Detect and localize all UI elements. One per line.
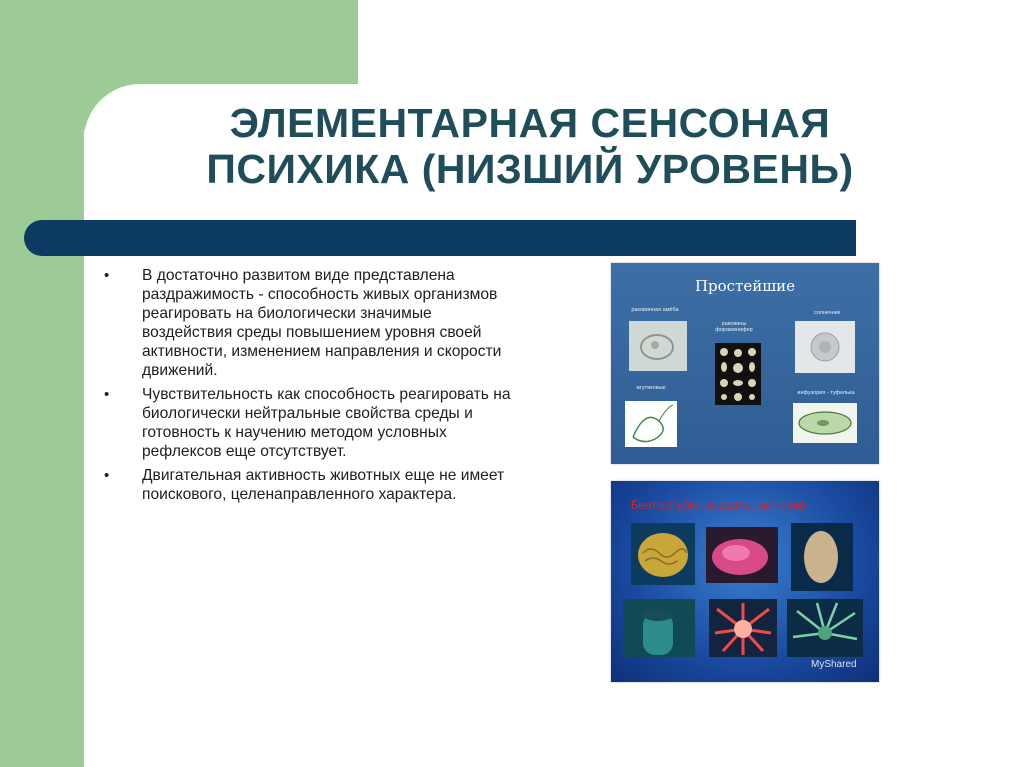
bullet-text: В достаточно развитом виде представлена раздражимость - способность живых организмов реагировать на биологически значимые воздействия среды повышением уровня своей активности, изменением направления и скорости движений.	[142, 267, 502, 379]
title-divider-bar	[24, 220, 856, 256]
bullet-item	[104, 266, 524, 380]
anemone-pink-picture	[706, 527, 778, 583]
heliozoa-picture	[795, 321, 855, 373]
title-line-2: ПСИХИКА (НИЗШИЙ УРОВЕНЬ)	[206, 146, 854, 192]
flagellate-picture	[625, 401, 677, 447]
green-anemone-picture	[787, 599, 863, 657]
bullet-list	[104, 266, 524, 509]
protozoa-image	[611, 263, 879, 464]
paramecium-picture	[793, 403, 857, 443]
amoeba-picture	[629, 321, 687, 371]
caption-heliozoa: солнечник	[813, 310, 841, 316]
myshared-watermark: MyShared	[811, 659, 857, 670]
benthos-image	[611, 481, 879, 682]
caption-paramecium: инфузория - туфелька	[797, 390, 855, 396]
slide-title	[130, 100, 930, 192]
caption-amoeba: раковинная амёба	[631, 307, 679, 313]
bullet-item	[104, 385, 524, 461]
brain-coral-picture	[631, 523, 695, 585]
foraminifera-picture	[715, 343, 761, 405]
red-anemone-picture	[709, 599, 777, 657]
tube-sponge-picture	[623, 599, 695, 657]
title-line-1: ЭЛЕМЕНТАРНАЯ СЕНСОНАЯ	[229, 100, 831, 146]
caption-foraminifera: раковины фораминифер	[715, 321, 753, 333]
bullet-text: Чувствительность как способность реагировать на биологически нейтральные свойства среды и готовность к научению методом условных рефлексов еще отсутствует.	[142, 386, 511, 460]
benthos-image-title: Бентос(губки, кораллы, актинии)	[631, 500, 806, 512]
bullet-marker: •	[104, 386, 110, 403]
caption-flagellates: жгутиковые	[636, 385, 666, 391]
green-left-band	[0, 0, 84, 767]
bullet-marker: •	[104, 467, 110, 484]
protozoa-image-title: Простейшие	[694, 277, 796, 295]
sponge-picture	[791, 523, 853, 591]
bullet-text: Двигательная активность животных еще не имеет поискового, целенаправленного характера.	[142, 467, 505, 503]
bullet-item	[104, 466, 524, 504]
bullet-marker: •	[104, 267, 110, 284]
